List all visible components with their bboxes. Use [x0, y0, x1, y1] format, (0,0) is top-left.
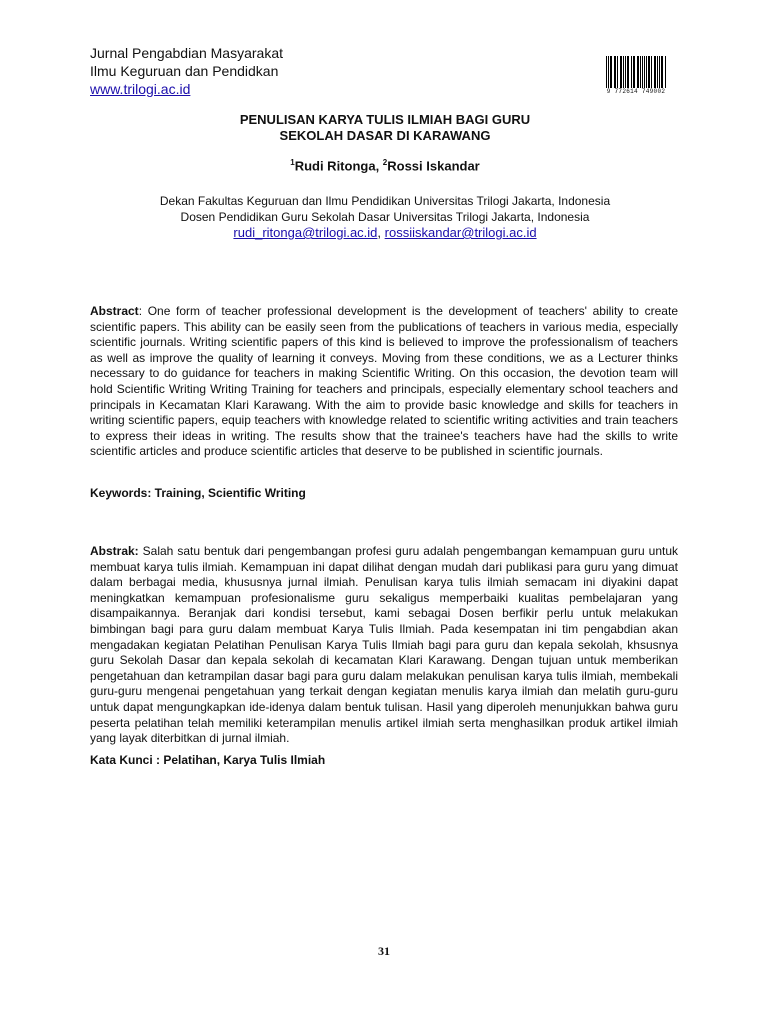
affiliation-1: Dekan Fakultas Keguruan dan Ilmu Pendidikan Universitas Trilogi Jakarta, Indonesia	[159, 194, 611, 208]
keywords-indonesian: Kata Kunci : Pelatihan, Karya Tulis Ilmiah	[90, 753, 326, 767]
affiliations	[90, 193, 680, 241]
barcode-bar	[642, 56, 643, 88]
barcode-bar	[649, 56, 650, 88]
email-separator: ,	[377, 225, 385, 240]
abstrak-label: Abstrak:	[90, 544, 139, 558]
paper-title-line2: SEKOLAH DASAR DI KARAWANG	[279, 128, 491, 143]
abstrak-text: Salah satu bentuk dari pengembangan profesi guru adalah pengembangan kemampuan guru untuk membuat karya tulis ilmiah. Kemampuan ini dapat dilihat dengan mudah dari publikasi para guru yang dimuat dalam berbagai media, khususnya jurnal ilmiah. Penulisan karya tulis ilmiah semacam ini diyakini dapat meningkatkan kemampuan profesionalisme guru sekaligus memperbaiki kualitas pembelajaran yang disampaikannya. Beranjak dari kondisi tersebut, kami sebagai Dosen berfikir perlu untuk melakukan bimbingan bagi para guru dalam membuat Karya Tulis Ilmiah. Pada kesempatan ini tim pengabdian akan mengadakan kegiatan Pelatihan Penulisan Karya Tulis Ilmiah bagi para guru dan kepala sekolah, khsusnya guru Sekolah Dasar dan kepala sekolah di kecamatan Klari Karawang. Dengan tujuan untuk memberikan pengetahuan dan ketrampilan dasar bagi para guru dalam melakukan penulisan karya tulis ilmiah, membekali guru-guru mengenai pengetahuan yang terkait dengan kegiatan menulis karya ilmiah dan melatih guru-guru untuk dapat mengungkapkan ide-idenya dalam bentuk tulisan. Hasil yang diperoleh menunjukkan bahwa guru peserta pelatihan telah memiliki keterampilan menulis artikel ilmiah serta menghasilkan produk artikel ilmiah yang layak diterbitkan di jurnal ilmiah.	[90, 544, 678, 746]
abstract-text: : One form of teacher professional development is the development of teachers' ability to create scientific papers. This ability can be easily seen from the publications of teachers in various media, especially scientific journals. Writing scientific papers of this kind is believed to improve the professionalism of teachers as well as improve the quality of learning it conveys. Moving from these conditions, we as a Lecturer thinks necessary to do guidance for teachers in making Scientific Writing. On this occasion, the devotion team will hold Scientific Writing Writing Training for teachers and principals, especially elementary school teachers and principals in Kecamatan Klari Karawang. With the aim to provide basic knowledge and skills for teachers in writing scientific papers, equip teachers with knowledge related to scientific writing activities and train teachers to express their ideas in writing. The results show that the trainee's teachers have had the skills to write scientific articles and produce scientific articles that deserve to be published in scientific journals.	[90, 304, 678, 459]
email-link-2[interactable]: rossiiskandar@trilogi.ac.id	[384, 225, 537, 240]
barcode-bar	[634, 56, 635, 88]
author2-superscript: 2	[382, 158, 388, 167]
barcode-bar	[625, 56, 626, 88]
barcode-bar	[661, 56, 662, 88]
keywords-english: Keywords: Training, Scientific Writing	[90, 486, 306, 500]
author-emails	[90, 225, 680, 241]
barcode-bar	[620, 56, 621, 88]
email-link-1[interactable]: rudi_ritonga@trilogi.ac.id	[233, 225, 378, 240]
paper-title-line1: PENULISAN KARYA TULIS ILMIAH BAGI GURU	[239, 112, 531, 127]
affiliation-2: Dosen Pendidikan Guru Sekolah Dasar Universitas Trilogi Jakarta, Indonesia	[180, 210, 590, 224]
author1-superscript: 1	[290, 158, 295, 167]
barcode-bar	[644, 56, 645, 88]
barcode-bar	[610, 56, 611, 88]
journal-website-link[interactable]: www.trilogi.ac.id	[90, 81, 191, 97]
barcode-bar	[615, 56, 616, 88]
author2-name: Rossi Iskandar	[387, 158, 480, 174]
abstract-indonesian	[90, 544, 678, 747]
page-number: 31	[378, 944, 390, 958]
abstract-label: Abstract	[90, 304, 139, 318]
barcode	[606, 56, 666, 96]
barcode-number: 9 772614 749002	[606, 88, 666, 95]
journal-name-line2: Ilmu Keguruan dan Pendidkan	[90, 63, 279, 79]
journal-header	[90, 44, 283, 98]
abstract-english	[90, 304, 678, 460]
author1-name: Rudi Ritonga,	[294, 158, 383, 174]
barcode-bars-icon	[606, 56, 666, 88]
paper-title	[90, 112, 680, 144]
barcode-bar	[655, 56, 656, 88]
barcode-bar	[628, 56, 629, 88]
author-list	[90, 158, 680, 173]
journal-name-line1: Jurnal Pengabdian Masyarakat	[90, 45, 284, 61]
